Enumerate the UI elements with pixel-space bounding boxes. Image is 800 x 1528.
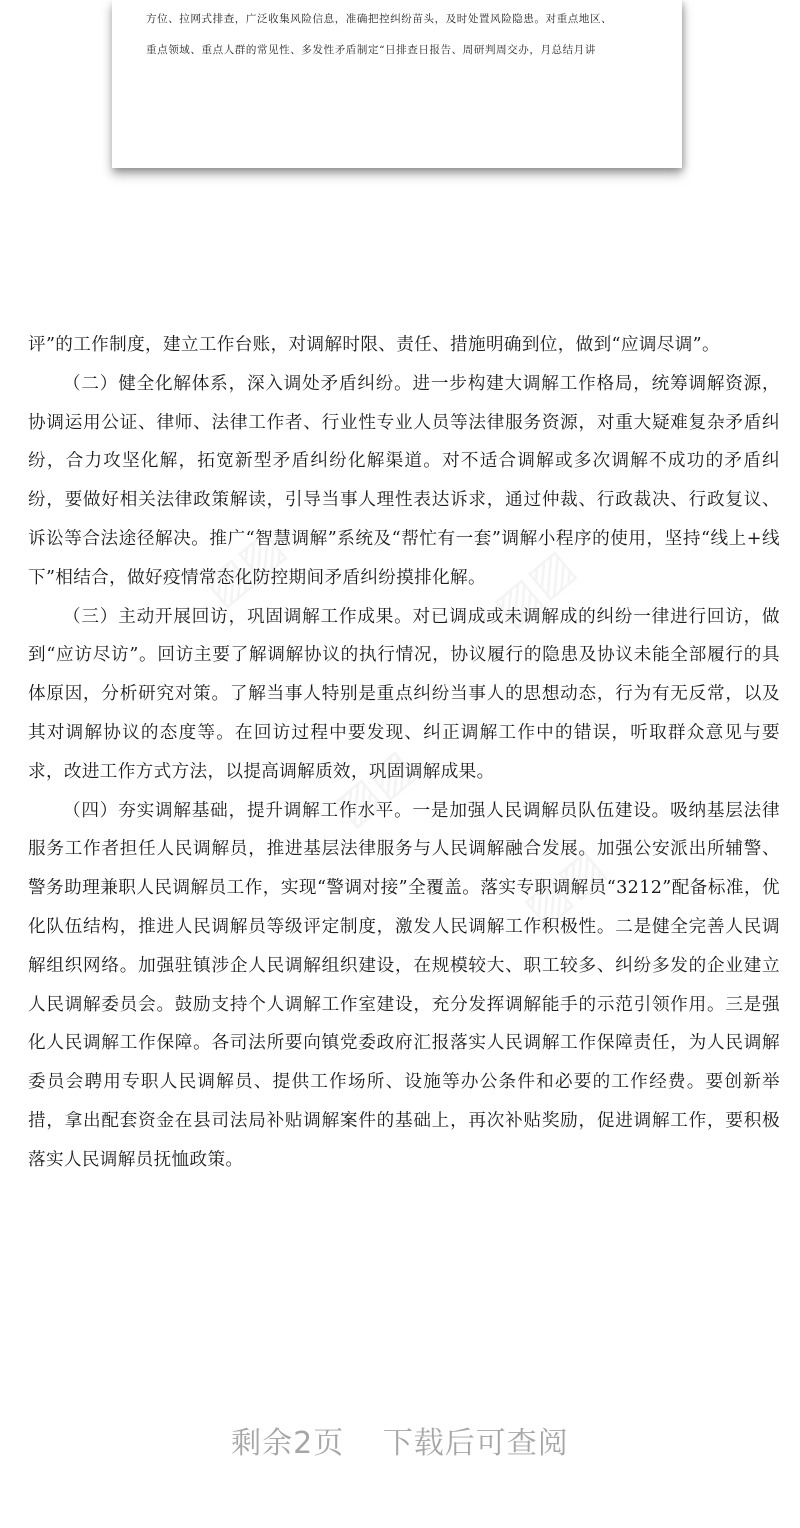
paragraph-section-4: （四）夯实调解基础，提升调解工作水平。一是加强人民调解员队伍建设。吸纳基层法律服务工作者担任人民调解员，推进基层法律服务与人民调解融合发展。加强公安派出所辅警、警务助理兼职人民调解员工作，实现“警调对接”全覆盖。落实专职调解员“3212”配备标准，优化队伍结构，推进人民调解员等级评定制度，激发人民调解工作积极性。二是健全完善人民调解组织网络。加强驻镇涉企人民调解组织建设，在规模较大、职工较多、纠纷多发的企业建立人民调解委员会。鼓励支持个人调解工作室建设，充分发挥调解能手的示范引领作用。三是强化人民调解工作保障。各司法所要向镇党委政府汇报落实人民调解工作保障责任，为人民调解委员会聘用专职人民调解员、提供工作场所、设施等办公条件和必要的工作经费。要创新举措，拿出配套资金在县司法局补贴调解案件的基础上，再次补贴奖励，促进调解工作，要积极落实人民调解员抚恤政策。 xyxy=(28,800,780,1170)
preview-text-line-2: 重点领域、重点人群的常见性、多发性矛盾制定“日排查日报告、周研判周交办，月总结月讲 xyxy=(146,44,596,56)
watermark-icon: ▨▨ xyxy=(192,518,295,616)
document-body xyxy=(28,326,780,1180)
paragraph-section-2: （二）健全化解体系，深入调处矛盾纠纷。进一步构建大调解工作格局，统筹调解资源，协调运用公证、律师、法律工作者、行业性专业人员等法律服务资源，对重大疑难复杂矛盾纠纷，合力攻坚化解，拓宽新型矛盾纠纷化解渠道。对不适合调解或多次调解不成功的矛盾纠纷，要做好相关法律政策解读，引导当事人理性表达诉求，通过仲裁、行政裁决、行政复议、诉讼等合法途径解决。推广“智慧调解”系统及“帮忙有一套”调解小程序的使用，坚持“线上+线下”相结合，做好疫情常态化防控期间矛盾纠纷摸排化解。 xyxy=(28,373,780,588)
watermark-icon: ▨▨ xyxy=(482,538,585,636)
preview-text-line-1: 方位、拉网式排查，广泛收集风险信息，准确把控纠纷苗头，及时处置风险隐患。对重点地区、 xyxy=(146,13,613,25)
remaining-pages-label[interactable]: 剩余2页 xyxy=(231,1426,345,1461)
page-preview-card xyxy=(112,0,682,168)
paragraph-continuation: 评”的工作制度，建立工作台账，对调解时限、责任、措施明确到位，做到“应调尽调”。 xyxy=(28,335,720,355)
download-action-label[interactable]: 下载后可查阅 xyxy=(382,1426,569,1461)
watermark-icon: ▨▨ xyxy=(322,738,425,836)
watermark-icon: ▨▨ xyxy=(512,838,615,936)
download-to-read-more[interactable] xyxy=(0,1418,800,1462)
paragraph-section-3: （三）主动开展回访，巩固调解工作成果。对已调成或未调解成的纠纷一律进行回访，做到“应访尽访”。回访主要了解调解协议的执行情况，协议履行的隐患及协议未能全部履行的具体原因，分析研究对策。了解当事人特别是重点纠纷当事人的思想动态，行为有无反常，以及其对调解协议的态度等。在回访过程中要发现、纠正调解工作中的错误，听取群众意见与要求，改进工作方式方法，以提高调解质效，巩固调解成果。 xyxy=(28,606,780,782)
